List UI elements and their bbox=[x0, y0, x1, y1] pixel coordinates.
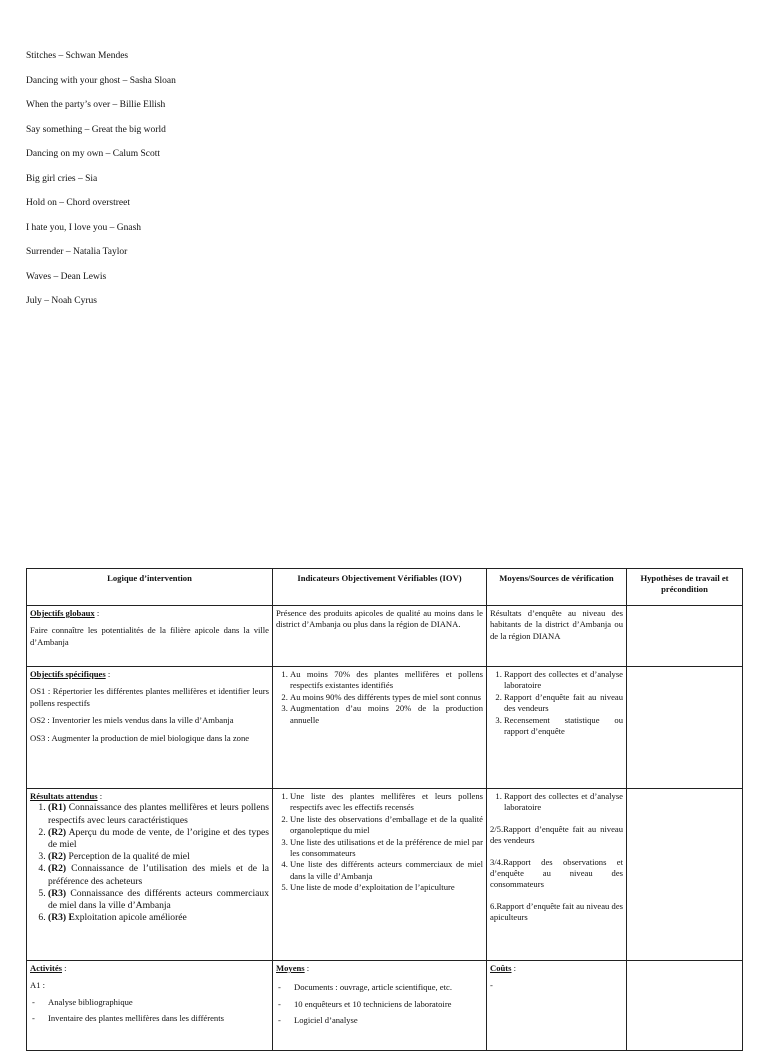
os-hypotheses bbox=[627, 667, 743, 789]
song-line: Waves – Dean Lewis bbox=[26, 271, 107, 282]
a-couts-item: - bbox=[490, 980, 493, 991]
r-item bbox=[48, 863, 269, 887]
os-iov-item: 2. Au moins 90% des différents types de miel sont connus bbox=[290, 692, 483, 703]
r-moyens-item: 3/4.Rapport des observations et d’enquête au niveau des consommateurs bbox=[490, 856, 623, 890]
a1-label: A1 : bbox=[30, 980, 46, 991]
song-line: Hold on – Chord overstreet bbox=[26, 198, 130, 208]
os-moyens-item: 1. Rapport des collectes et d’analyse laboratoire bbox=[504, 669, 623, 692]
r-tag: (R2) bbox=[48, 826, 67, 838]
song-line: Surrender – Natalia Taylor bbox=[26, 247, 128, 257]
r-text: Aperçu du mode de vente, de l’origine et des types de miel bbox=[48, 826, 269, 851]
a-moyens-title: Moyens bbox=[276, 963, 305, 973]
r-iov-item: 5. Une liste de mode d’exploitation de l’apiculture bbox=[290, 882, 483, 893]
og-moyens: Résultats d’enquête au niveau des habitants de la district d’Ambanja ou de la région DIANA bbox=[487, 606, 627, 667]
row-objectifs-globaux bbox=[27, 606, 743, 667]
r-tag: (R1) bbox=[48, 802, 67, 814]
r-iov-item: 4. Une liste des différents acteurs commerciaux de miel dans la ville d’Ambanja bbox=[290, 859, 483, 882]
song-list bbox=[26, 50, 176, 320]
os-moyens-item: 3. Recensement statistique ou rapport d’enquête bbox=[504, 715, 623, 738]
a-moyens-item: - Logiciel d’analyse bbox=[276, 1015, 483, 1026]
r-item bbox=[48, 912, 269, 924]
os-item: OS2 : Inventorier les miels vendus dans la ville d’Ambanja bbox=[30, 715, 234, 726]
cell-os-logique bbox=[27, 667, 273, 789]
r-tag: (R3) E bbox=[48, 912, 75, 924]
song-line: Dancing with your ghost – Sasha Sloan bbox=[26, 75, 176, 86]
r-iov-item: 3. Une liste des utilisations et de la préférence de miel par les consommateurs bbox=[290, 837, 483, 860]
og-title: Objectifs globaux bbox=[30, 608, 95, 618]
og-iov: Présence des produits apicoles de qualité au moins dans le district d’Ambanja ou plus dans la région de DIANA. bbox=[273, 606, 487, 667]
a-moyens-item: - 10 enquêteurs et 10 techniciens de laboratoire bbox=[276, 999, 483, 1010]
r-text: Connaissance des plantes mellifères et leurs pollens respectifs avec leurs caractéristiques bbox=[48, 802, 269, 826]
r-hypotheses bbox=[627, 789, 743, 961]
header-hypotheses: Hypothèses de travail et précondition bbox=[627, 569, 743, 606]
r-tag: (R2) bbox=[48, 863, 67, 875]
song-line: Stitches – Schwan Mendes bbox=[26, 51, 129, 61]
song-line: When the party’s over – Billie Ellish bbox=[26, 100, 166, 110]
og-hypotheses bbox=[627, 606, 743, 667]
os-item: OS1 : Répertorier les différentes plantes mellifères et identifier leurs pollens respectifs bbox=[30, 686, 269, 708]
header-moyens: Moyens/Sources de vérification bbox=[487, 569, 627, 606]
cell-os-iov bbox=[273, 667, 487, 789]
cell-r-iov bbox=[273, 789, 487, 961]
row-activites bbox=[27, 961, 743, 1051]
song-line: Dancing on my own – Calum Scott bbox=[26, 149, 161, 159]
os-iov-item: 1. Au moins 70% des plantes mellifères et pollens respectifs existantes identifiés bbox=[290, 669, 483, 692]
r-item bbox=[48, 827, 269, 851]
r-tag: (R2) bbox=[48, 851, 67, 863]
r-colon: : bbox=[97, 791, 103, 801]
table-header-row bbox=[27, 569, 743, 606]
cell-a-moyens bbox=[273, 961, 487, 1051]
cell-r-moyens bbox=[487, 789, 627, 961]
cell-a-couts bbox=[487, 961, 627, 1051]
r-text: Perception de la qualité de miel bbox=[66, 851, 190, 863]
r-text: xploitation apicole améliorée bbox=[74, 912, 187, 924]
a-item: - Analyse bibliographique bbox=[30, 997, 269, 1008]
og-text: Faire connaître les potentialités de la filière apicole dans la ville d’Ambanja bbox=[30, 625, 269, 647]
a-moyens-item: - Documents : ouvrage, article scientifique, etc. bbox=[276, 982, 483, 993]
r-item bbox=[48, 802, 269, 826]
a-item: - Inventaire des plantes mellifères dans les différents bbox=[30, 1013, 269, 1024]
a-hypotheses bbox=[627, 961, 743, 1051]
logical-framework-table bbox=[26, 568, 743, 1051]
a-couts-colon: : bbox=[511, 963, 517, 973]
cell-og-logique bbox=[27, 606, 273, 667]
r-item bbox=[48, 851, 269, 863]
song-line: Big girl cries – Sia bbox=[26, 173, 98, 184]
r-item bbox=[48, 888, 269, 912]
row-resultats-attendus bbox=[27, 789, 743, 961]
a-couts-title: Coûts bbox=[490, 963, 512, 973]
os-moyens-item: 2. Rapport d’enquête fait au niveau des vendeurs bbox=[504, 692, 623, 715]
r-iov-item: 1. Une liste des plantes mellifères et leurs pollens respectifs avec les effectifs recensés bbox=[290, 791, 483, 814]
a-title: Activités bbox=[30, 963, 62, 973]
r-title: Résultats attendus bbox=[30, 791, 98, 801]
r-tag: (R3) bbox=[48, 887, 67, 899]
r-moyens-item: 6.Rapport d’enquête fait au niveau des apiculteurs bbox=[490, 900, 623, 923]
cell-a-logique bbox=[27, 961, 273, 1051]
r-iov-item: 2. Une liste des observations d’emballage et de la qualité organoleptique du miel bbox=[290, 814, 483, 837]
os-title: Objectifs spécifiques bbox=[30, 669, 106, 679]
os-iov-item: 3. Augmentation d’au moins 20% de la production annuelle bbox=[290, 703, 483, 726]
os-colon: : bbox=[105, 669, 111, 679]
song-line: Say something – Great the big world bbox=[26, 124, 166, 135]
a-colon: : bbox=[61, 963, 67, 973]
r-text: Connaissance des différents acteurs commerciaux de miel dans la ville d’Ambanja bbox=[48, 887, 269, 912]
r-moyens-item: 2/5.Rapport d’enquête fait au niveau des vendeurs bbox=[490, 823, 623, 846]
song-line: I hate you, I love you – Gnash bbox=[26, 222, 142, 233]
r-moyens-item: 1. Rapport des collectes et d’analyse laboratoire bbox=[504, 791, 623, 814]
header-logique: Logique d’intervention bbox=[27, 569, 273, 606]
header-iov: Indicateurs Objectivement Vérifiables (IOV) bbox=[273, 569, 487, 606]
row-objectifs-specifiques bbox=[27, 667, 743, 789]
r-text: Connaissance de l’utilisation des miels et de la préférence des acheteurs bbox=[48, 863, 269, 887]
song-line: July – Noah Cyrus bbox=[26, 296, 97, 306]
cell-os-moyens bbox=[487, 667, 627, 789]
cell-r-logique bbox=[27, 789, 273, 961]
a-moyens-colon: : bbox=[304, 963, 310, 973]
og-colon: : bbox=[94, 608, 100, 618]
os-item: OS3 : Augmenter la production de miel biologique dans la zone bbox=[30, 732, 250, 743]
